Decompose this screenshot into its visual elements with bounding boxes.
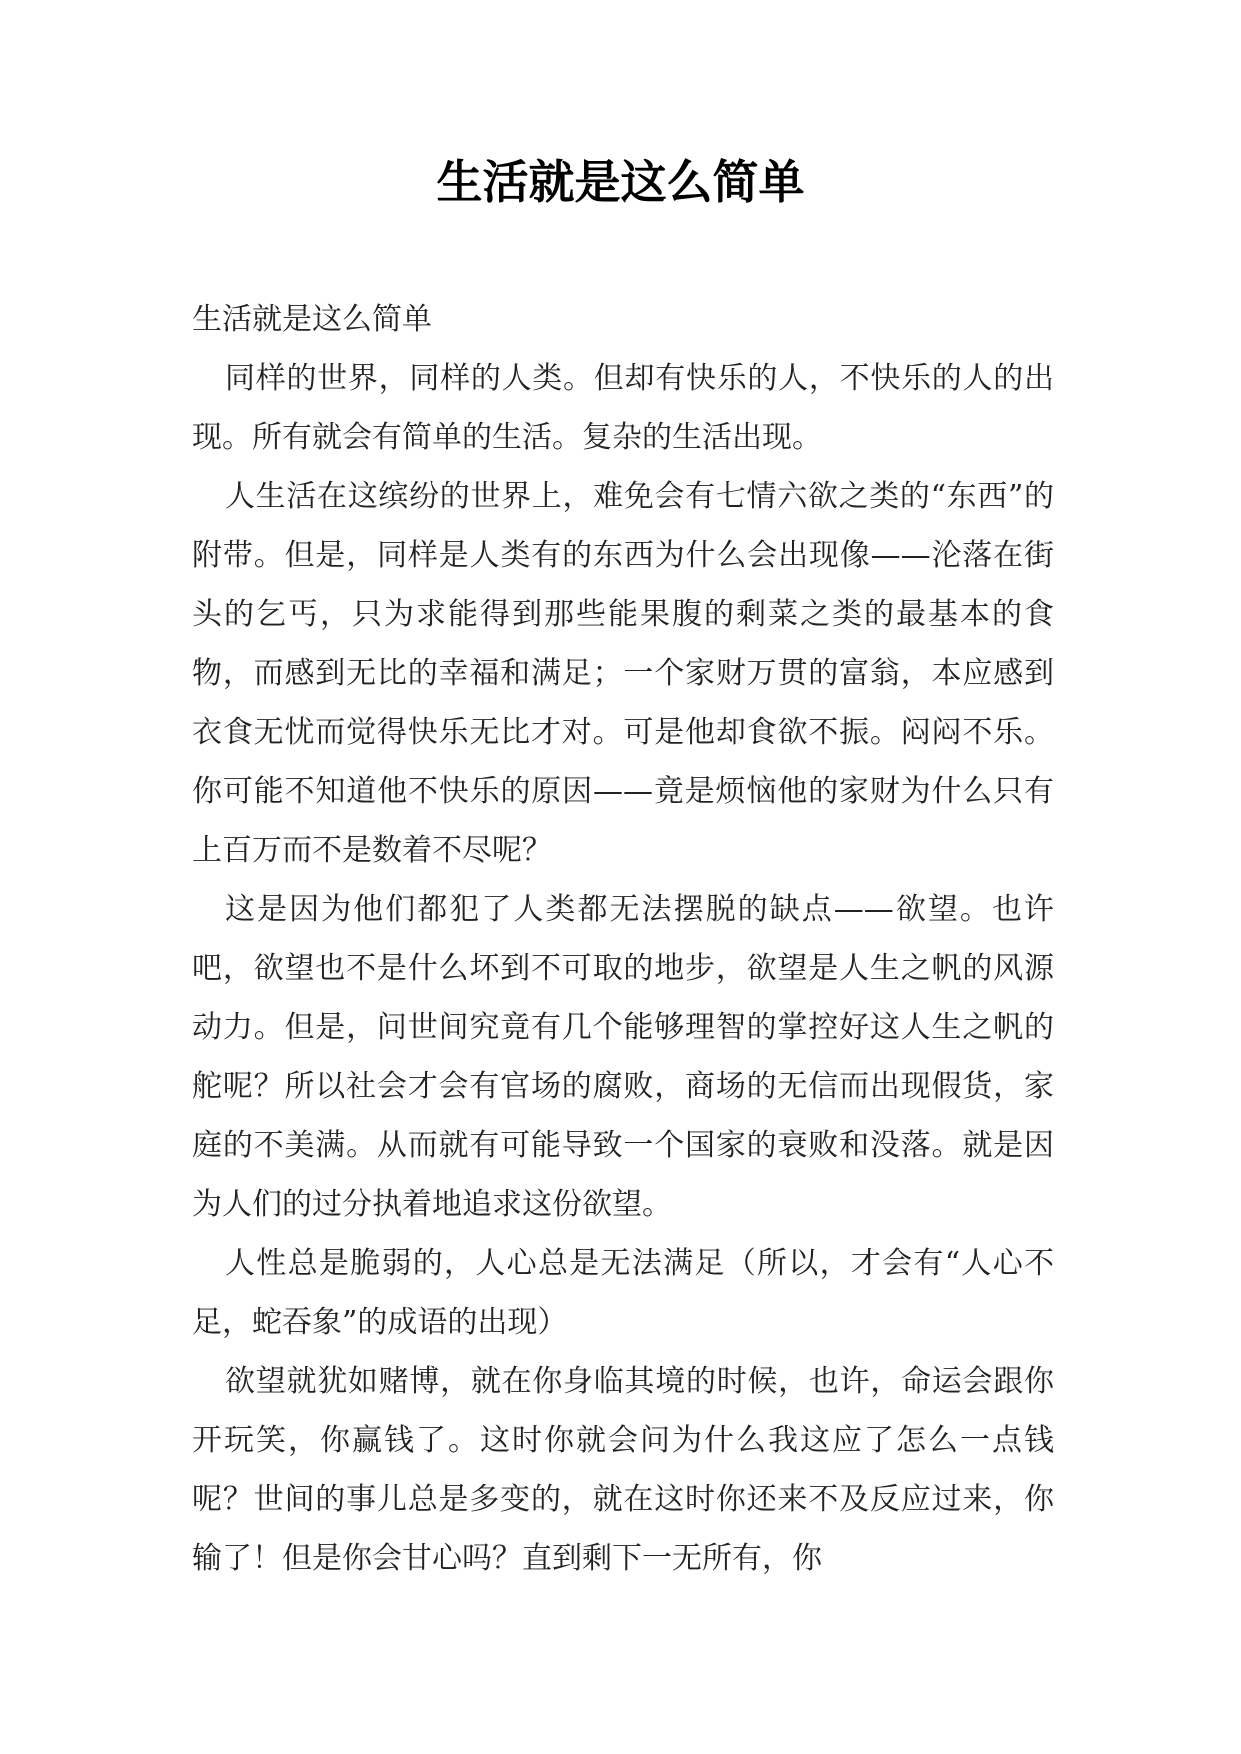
paragraph-4: 人性总是脆弱的，人心总是无法满足（所以，才会有“人心不足，蛇吞象”的成语的出现） — [192, 1246, 1054, 1340]
paragraph-5: 欲望就犹如赌博，就在你身临其境的时候，也许，命运会跟你开玩笑，你赢钱了。这时你就会问为什么我这应了怎么一点钱呢？世间的事儿总是多变的，就在这时你还来不及反应过来，你输了！但是你会甘心吗？直到剩下一无所有，你 — [192, 1364, 1054, 1576]
document-subtitle: 生活就是这么简单 — [192, 302, 432, 337]
document-title: 生活就是这么简单 — [436, 155, 805, 209]
paragraph-3: 这是因为他们都犯了人类都无法摆脱的缺点——欲望。也许吧，欲望也不是什么坏到不可取的地步，欲望是人生之帆的风源动力。但是，问世间究竟有几个能够理智的掌控好这人生之帆的舵呢？所以社会才会有官场的腐败，商场的无信而出现假货，家庭的不美满。从而就有可能导致一个国家的衰败和没落。就是因为人们的过分执着地追求这份欲望。 — [192, 892, 1054, 1222]
paragraph-2: 人生活在这缤纷的世界上，难免会有七情六欲之类的“东西”的附带。但是，同样是人类有的东西为什么会出现像——沦落在街头的乞丐，只为求能得到那些能果腹的剩菜之类的最基本的食物，而感到无比的幸福和满足；一个家财万贯的富翁，本应感到衣食无忧而觉得快乐无比才对。可是他却食欲不振。闷闷不乐。你可能不知道他不快乐的原因——竟是烦恼他的家财为什么只有上百万而不是数着不尽呢？ — [192, 479, 1054, 868]
document-body — [192, 290, 1054, 1588]
paragraph-1: 同样的世界，同样的人类。但却有快乐的人，不快乐的人的出现。所有就会有简单的生活。复杂的生活出现。 — [192, 361, 1054, 455]
